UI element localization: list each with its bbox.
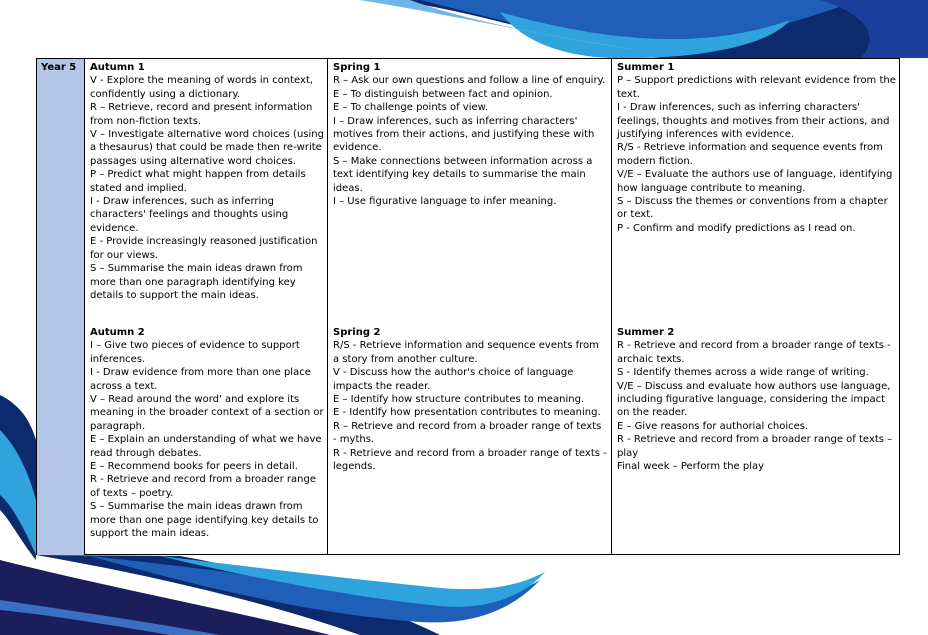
objective-line: R - Retrieve and record from a broader range of texts – play: [617, 434, 893, 459]
cell-spring-2: [328, 317, 612, 555]
cell-summer-2: [612, 317, 900, 555]
objective-line: R - Retrieve and record from a broader range of texts – poetry.: [90, 474, 317, 499]
cell-spring-1: [328, 59, 612, 318]
objective-line: R/S - Retrieve information and sequence events from a story from another culture.: [333, 340, 599, 365]
objective-line: E – Identify how structure contributes to meaning.: [333, 394, 585, 406]
term-title-autumn-1: Autumn 1: [90, 62, 145, 73]
term-title-summer-1: Summer 1: [617, 62, 675, 73]
objective-line: E - Provide increasingly reasoned justification for our views.: [90, 236, 318, 261]
objective-line: R – Retrieve and record from a broader range of texts - myths.: [333, 420, 602, 446]
objective-line: I – Draw inferences, such as inferring characters' motives from their actions, and justifying these with evidence.: [333, 115, 595, 154]
objective-line: V – Investigate alternative word choices (using a thesaurus) that could be made then re-write passages using alternative word choices.: [90, 129, 324, 167]
objective-line: V/E – Discuss and evaluate how authors use language, including figurative language, considering the impact on the reader.: [617, 380, 891, 419]
cell-summer-1: [612, 59, 900, 318]
objective-line: R - Retrieve and record from a broader range of texts - archaic texts.: [617, 340, 891, 365]
table-row-second-terms: [37, 317, 900, 555]
objective-line: P – Predict what might happen from details stated and implied.: [90, 169, 306, 194]
objective-line: R – Ask our own questions and follow a line of enquiry.: [333, 75, 606, 87]
objective-line: I - Draw inferences, such as inferring characters' feelings and thoughts using evidence.: [90, 196, 289, 234]
objective-line: V/E – Evaluate the authors use of language, identifying how language contribute to meaning.: [617, 169, 893, 194]
term-title-summer-2: Summer 2: [617, 327, 675, 338]
objective-line: S – Make connections between information across a text identifying key details to summarise the main ideas.: [333, 155, 593, 194]
objective-line: R/S - Retrieve information and sequence events from modern fiction.: [617, 142, 883, 167]
objective-line: Final week – Perform the play: [617, 461, 765, 473]
objective-line: S - Identify themes across a wide range of writing.: [617, 367, 869, 379]
objective-line: I – Give two pieces of evidence to support inferences.: [90, 340, 300, 365]
term-title-spring-1: Spring 1: [333, 62, 381, 73]
objective-line: E – To distinguish between fact and opinion.: [333, 88, 553, 100]
objective-line: R - Retrieve and record from a broader range of texts - legends.: [333, 447, 607, 473]
objective-line: I - Draw evidence from more than one place across a text.: [90, 367, 311, 392]
table-row-first-terms: [37, 59, 900, 318]
objective-line: R – Retrieve, record and present information from non-fiction texts.: [90, 102, 313, 127]
objective-line: I – Use figurative language to infer meaning.: [333, 196, 557, 208]
objective-line: S – Discuss the themes or conventions from a chapter or text.: [617, 196, 888, 221]
objective-line: E – Give reasons for authorial choices.: [617, 420, 809, 432]
objective-line: E – To challenge points of view.: [333, 102, 489, 114]
objective-line: I - Draw inferences, such as inferring characters' feelings, thoughts and motives from their actions, and justifying inferences with evidence.: [617, 102, 890, 141]
objective-line: V - Discuss how the author's choice of language impacts the reader.: [333, 367, 574, 392]
term-title-spring-2: Spring 2: [333, 327, 381, 338]
year5-reading-curriculum-table: [36, 58, 900, 555]
objective-line: V – Read around the word' and explore its meaning in the broader context of a section or paragraph.: [90, 394, 324, 432]
cell-autumn-2: [85, 317, 328, 555]
objective-line: E - Identify how presentation contributes to meaning.: [333, 407, 601, 419]
year-label-cell: [37, 59, 85, 555]
objective-line: P - Confirm and modify predictions as I read on.: [617, 222, 856, 234]
cell-autumn-1: [85, 59, 328, 318]
objective-line: V - Explore the meaning of words in context, confidently using a dictionary.: [90, 75, 314, 100]
objective-line: E – Explain an understanding of what we have read through debates.: [90, 434, 322, 459]
objective-line: S – Summarise the main ideas drawn from more than one paragraph identifying key details to support the main ideas.: [90, 263, 303, 301]
objective-line: P – Support predictions with relevant evidence from the text.: [617, 75, 896, 100]
year-label: Year 5: [41, 62, 77, 73]
objective-line: S – Summarise the main ideas drawn from more than one page identifying key details to support the main ideas.: [90, 501, 319, 540]
term-title-autumn-2: Autumn 2: [90, 327, 145, 338]
objective-line: E – Recommend books for peers in detail.: [90, 461, 298, 473]
